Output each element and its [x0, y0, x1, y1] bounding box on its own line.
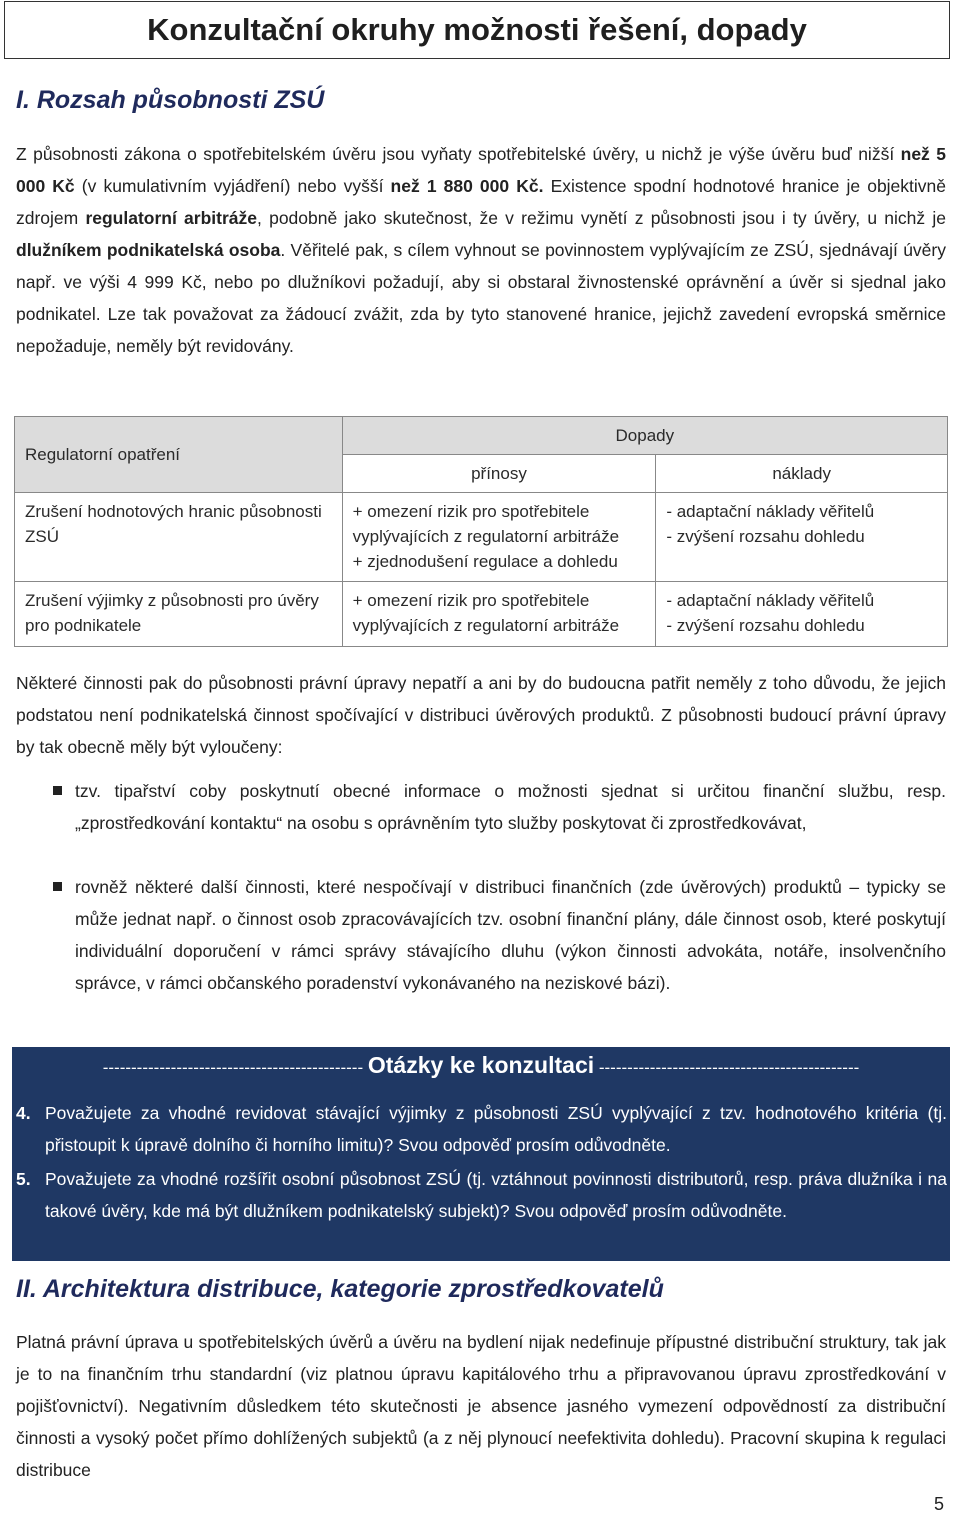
text-run: Existence spodní hodnotové hranice je objektivně zdrojem	[16, 176, 947, 228]
bold-regulatory-arbitrage: regulatorní arbitráže	[85, 208, 258, 228]
cost-line: - adaptační náklady věřitelů	[666, 591, 875, 610]
section-2-heading: II. Architektura distribuce, kategorie zprostředkovatelů	[16, 1275, 664, 1303]
page-title: Konzultační okruhy možnosti řešení, dopady	[147, 12, 807, 47]
table-row	[15, 493, 948, 582]
section-1-heading: I. Rozsah působnosti ZSÚ	[16, 86, 325, 114]
list-item-text: tzv. tipařství coby poskytnutí obecné informace o možnosti sjednat si určitou finanční službu, resp. „zprostředkování kontaktu“ na osobu s oprávněním tyto služby poskytovat či zprostředkovávat,	[75, 781, 946, 833]
list-item	[75, 871, 946, 999]
square-bullet-icon	[53, 786, 62, 795]
header-benefits: přínosy	[342, 455, 656, 493]
header-impacts: Dopady	[342, 417, 947, 455]
table-row	[15, 582, 948, 647]
text-run: . Věřitelé pak, s cílem vyhnout se povinnostem vyplývajícím ze ZSÚ, sjednávají úvěry např. ve výši 4 999 Kč, nebo po dlužníkovi požadují, aby si obstaral živnostenské oprávnění a úvěr si sjednal jako podnikatel. Lze tak považovat za žádoucí zvážit, zda by tyto stanovené hranice, jejichž zavedení evropská směrnice nepožaduje, neměly být revidovány.	[16, 240, 946, 356]
page-number: 5	[933, 1494, 944, 1514]
benefits-cell	[342, 582, 656, 647]
benefit-line: + omezení rizik pro spotřebitele vyplývajících z regulatorní arbitráže	[352, 502, 620, 546]
question-number: 4.	[16, 1103, 31, 1123]
benefits-cell	[342, 493, 656, 582]
bold-amount-lower: než 5 000 Kč	[16, 144, 946, 196]
table-header-row	[15, 417, 948, 455]
question-text: Považujete za vhodné revidovat stávající výjimky z působnosti ZSÚ vyplývající z tzv. hodnotového kritéria (tj. přistoupit k úpravě dolního či horního limitu)? Svou odpověď prosím odůvodněte.	[45, 1103, 947, 1155]
question-number: 5.	[16, 1169, 31, 1189]
cost-line: - zvýšení rozsahu dohledu	[666, 527, 865, 546]
benefit-line: + omezení rizik pro spotřebitele vyplývajících z regulatorní arbitráže	[352, 591, 620, 635]
page-title-box	[4, 1, 950, 59]
banner-dashes-right: ----------------------------------------------	[598, 1058, 860, 1077]
measure-cell: Zrušení hodnotových hranic působnosti ZSÚ	[15, 493, 343, 582]
header-measure: Regulatorní opatření	[15, 417, 343, 493]
measures-table	[14, 416, 948, 647]
question-text: Považujete za vhodné rozšířit osobní působnost ZSÚ (tj. vztáhnout povinnosti distributorů, resp. práva dlužníka i na takové úvěry, kde má být dlužníkem podnikatelský subjekt)? Svou odpověď prosím odůvodněte.	[45, 1169, 947, 1221]
section-1-paragraph-1	[16, 138, 946, 362]
bold-amount-upper: než 1 880 000 Kč.	[390, 176, 544, 196]
costs-cell	[656, 582, 948, 647]
header-costs: náklady	[656, 455, 948, 493]
list-item-text: rovněž některé další činnosti, které nespočívají v distribuci finančních (zde úvěrových) produktů – typicky se může jednat např. o činnost osob zpracovávajících tzv. osobní finanční plány, dále činnost osob, které poskytují individuální doporučení v rámci správy stávajícího dluhu (výkon činnosti advokáta, notáře, insolvenčního správce, v rámci občanského poradenství vykonávaného na neziskové bázi).	[75, 877, 946, 993]
list-item	[75, 775, 946, 839]
text-run: (v kumulativním vyjádření) nebo vyšší	[74, 176, 391, 196]
text-run: Z působnosti zákona o spotřebitelském úvěru jsou vyňaty spotřebitelské úvěry, u nichž je výše úvěru buď nižší	[16, 144, 901, 164]
cost-line: - adaptační náklady věřitelů	[666, 502, 875, 521]
question-item	[16, 1163, 947, 1227]
costs-cell	[656, 493, 948, 582]
questions-title: Otázky ke konzultaci	[367, 1052, 595, 1078]
measure-cell: Zrušení výjimky z působnosti pro úvěry pro podnikatele	[15, 582, 343, 647]
cost-line: - zvýšení rozsahu dohledu	[666, 616, 865, 635]
banner-dashes-left: ----------------------------------------------	[102, 1058, 364, 1077]
text-run: , podobně jako skutečnost, že v režimu vynětí z působnosti jsou i ty úvěry, u nichž je	[257, 208, 946, 228]
question-item	[16, 1097, 947, 1161]
questions-banner	[12, 1052, 950, 1079]
section-2-paragraph-1: Platná právní úprava u spotřebitelských úvěrů a úvěru na bydlení nijak nedefinuje přípustné distribuční struktury, tak jak je to na finančním trhu standardní (viz platnou úpravu kapitálového trhu a připravovanou úpravu zprostředkování v pojišťovnictví). Negativním důsledkem této skutečnosti je absence jasného vymezení odpovědností za distribuční činnosti a vysoký počet přímo dohlížených subjektů (a z něj plynoucí neefektivita dohledu). Pracovní skupina k regulaci distribuce	[16, 1332, 946, 1480]
section-1-paragraph-2: Některé činnosti pak do působnosti právní úpravy nepatří a ani by do budoucna patřit neměly z toho důvodu, že jejich podstatou není podnikatelská činnost spočívající v distribuci úvěrových produktů. Z působnosti budoucí právní úpravy by tak obecně měly být vyloučeny:	[16, 673, 946, 757]
benefit-line: + zjednodušení regulace a dohledu	[352, 552, 618, 571]
square-bullet-icon	[53, 882, 62, 891]
consultation-questions-box	[12, 1047, 950, 1261]
bold-business-debtor: dlužníkem podnikatelská osoba	[16, 240, 281, 260]
